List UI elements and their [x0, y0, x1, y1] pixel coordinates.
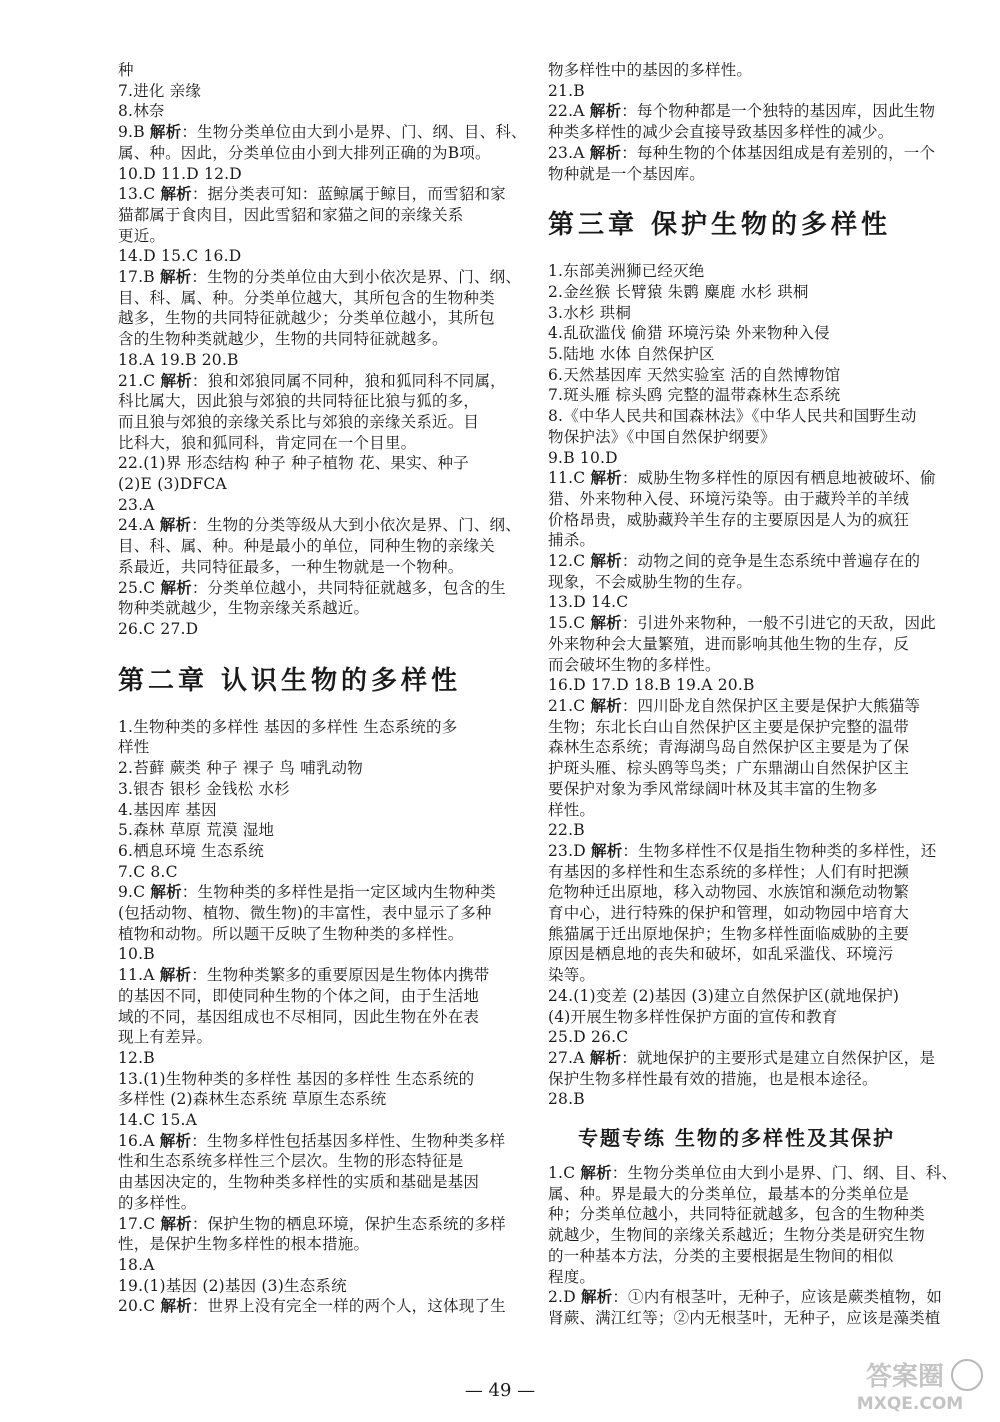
answer-line — [548, 1163, 978, 1184]
answer-line — [548, 820, 978, 841]
analysis-label: 解析 — [159, 965, 192, 985]
answer-line — [118, 226, 548, 247]
answer-line — [118, 737, 548, 758]
answer-text: 10.D 11.D 12.D — [118, 164, 242, 183]
analysis-label: 解析 — [580, 1287, 613, 1307]
answer-number: 11.A — [118, 966, 160, 985]
answer-text: 外来物种会大量繁殖，进而影响其他生物的生存，反 — [548, 634, 910, 653]
answer-text: ：分类单位越小，共同特征就越多，包含的生 — [191, 578, 506, 597]
answer-text: 4.乱砍滥伐 偷猎 环境污染 外来物种入侵 — [548, 324, 830, 343]
answer-text: 多样性 (2)森林生态系统 草原生态系统 — [118, 1090, 387, 1109]
answer-text: 育中心，进行特殊的保护和管理，如动物园中培育大 — [548, 904, 910, 923]
answer-number: 15.C — [548, 614, 591, 633]
answer-text: 系最近，共同特征最多，一种生物就是一个物种。 — [118, 557, 464, 576]
analysis-label: 解析 — [590, 695, 622, 715]
answer-line — [548, 1027, 978, 1048]
analysis-label: 解析 — [160, 370, 192, 390]
answer-text: ：动物之间的竞争是生态系统中普遍存在的 — [621, 552, 921, 571]
answer-line — [548, 924, 978, 945]
answer-line — [118, 412, 548, 433]
answer-line — [118, 578, 548, 599]
answer-text: ：威胁生物多样性的原因有栖息地被破坏、偷 — [621, 469, 936, 488]
answer-text: 种；分类单位越小，共同特征就越多，包含的生物种类 — [548, 1205, 925, 1224]
answer-text: 性，是保护生物多样性的根本措施。 — [118, 1235, 370, 1254]
page-number: — 49 — — [464, 1380, 536, 1401]
answer-text: 6.栖息环境 生态系统 — [118, 841, 264, 860]
answer-text: 捕杀。 — [548, 531, 596, 550]
answer-text: 的一种基本方法，分类的主要根据是生物间的相似 — [548, 1246, 894, 1265]
answer-line — [548, 1246, 978, 1267]
answer-line — [118, 1069, 548, 1090]
answer-line — [118, 862, 548, 883]
answer-line — [118, 800, 548, 821]
answer-text: 目、科、属、种。分类单位越大，其所包含的生物种类 — [118, 288, 495, 307]
answer-text: 3.水杉 珙桐 — [548, 303, 632, 322]
answer-text: 4.基因库 基因 — [118, 800, 217, 819]
answer-line — [118, 122, 548, 143]
answer-number: 11.C — [548, 469, 591, 488]
answer-text: 护斑头雁、棕头鸥等鸟类；广东鼎湖山自然保护区主 — [548, 759, 910, 778]
answer-line — [548, 1225, 978, 1246]
answer-text: 有基因的多样性和生态系统的多样性；人们有时把濒 — [548, 862, 910, 881]
answer-line — [118, 1296, 548, 1317]
answer-text: 25.D 26.C — [548, 1028, 629, 1047]
answer-line — [118, 288, 548, 309]
answer-line — [548, 406, 978, 427]
answer-line — [548, 1007, 978, 1028]
answer-number: 16.A — [118, 1131, 160, 1150]
answer-number: 21.C — [548, 696, 591, 715]
answer-line — [548, 613, 978, 634]
answer-text: 性和生态系统多样性三个层次。生物的形态特征是 — [118, 1152, 464, 1171]
answer-number: 21.C — [118, 371, 161, 390]
answer-line — [548, 1184, 978, 1205]
right-column — [548, 60, 978, 1329]
answer-text: 22.B — [548, 821, 585, 840]
answer-text: ：生物的分类等级从大到小依次是界、门、纲、 — [191, 516, 521, 535]
answer-text: 5.森林 草原 荒漠 湿地 — [118, 821, 275, 840]
answer-line — [548, 323, 978, 344]
answer-line — [118, 515, 548, 536]
answer-line — [118, 433, 548, 454]
watermark-text-en: MXQE.COM — [856, 1394, 964, 1414]
answer-text: ：引进外来物种，一般不引进它的天敌，因此 — [621, 614, 936, 633]
answer-text: ：每种生物的个体基因组成是有差别的，一个 — [621, 143, 936, 162]
analysis-label: 解析 — [590, 468, 622, 488]
analysis-label: 解析 — [589, 101, 622, 121]
answer-text: ：生物种类繁多的重要原因是生物体内携带 — [191, 966, 490, 985]
left-column — [118, 60, 548, 1317]
analysis-label: 解析 — [159, 1130, 192, 1150]
answer-text: 14.D 15.C 16.D — [118, 247, 242, 266]
answer-line — [118, 1089, 548, 1110]
answer-line — [548, 1204, 978, 1225]
answer-number: 17.C — [118, 1214, 161, 1233]
answer-line — [548, 1267, 978, 1288]
answer-line — [118, 779, 548, 800]
answer-text: 14.C 15.A — [118, 1111, 198, 1130]
answer-text: 比科大，狼和狐同科，肯定同在一个目里。 — [118, 433, 417, 452]
answer-line — [118, 101, 548, 122]
analysis-label: 解析 — [590, 551, 622, 571]
answer-line — [548, 1308, 978, 1329]
answer-text: 9.B 10.D — [548, 448, 618, 467]
answer-number: 24.A — [118, 516, 160, 535]
answer-line — [548, 592, 978, 613]
answer-line — [548, 385, 978, 406]
answer-line — [548, 737, 978, 758]
analysis-label: 解析 — [160, 577, 192, 597]
answer-line — [118, 453, 548, 474]
answer-text: 肾蕨、满江红等；②内无根茎叶，无种子，应该是藻类植 — [548, 1308, 941, 1327]
analysis-label: 解析 — [590, 613, 622, 633]
answer-line — [548, 986, 978, 1007]
analysis-label: 解析 — [160, 1296, 192, 1316]
answer-text: 物种类就越少，生物亲缘关系越近。 — [118, 599, 370, 618]
answer-text: 属、种。界是最大的分类单位，最基本的分类单位是 — [548, 1184, 910, 1203]
answer-line — [548, 655, 978, 676]
answer-line — [118, 882, 548, 903]
answer-number: 1.C — [548, 1164, 581, 1183]
analysis-label: 解析 — [150, 882, 182, 902]
answer-text: 物保护法》《中国自然保护纲要》 — [548, 427, 776, 446]
answer-line — [548, 510, 978, 531]
answer-line — [118, 758, 548, 779]
answer-line — [548, 572, 978, 593]
answer-line — [118, 329, 548, 350]
answer-line — [118, 81, 548, 102]
answer-text: ：保护生物的栖息环境，保护生态系统的多样 — [191, 1214, 506, 1233]
answer-line — [548, 344, 978, 365]
answer-number: 20.C — [118, 1297, 161, 1316]
answer-text: 就越少，生物间的亲缘关系越近；生物分类是研究生物 — [548, 1226, 925, 1245]
analysis-label: 解析 — [159, 267, 192, 287]
answer-number: 12.C — [548, 552, 591, 571]
analysis-label: 解析 — [160, 184, 192, 204]
answer-line — [118, 1110, 548, 1131]
answer-text: ：生物分类单位由大到小是界、门、纲、目、科、 — [181, 123, 527, 142]
answer-line — [118, 350, 548, 371]
answer-text: 属、种。因此，分类单位由小到大排列正确的为B项。 — [118, 143, 491, 162]
answer-text: ：狼和郊狼同属不同种，狼和狐同科不同属， — [191, 371, 506, 390]
answer-line — [548, 696, 978, 717]
answer-number: 2.D — [548, 1288, 581, 1307]
analysis-label: 解析 — [591, 840, 623, 860]
answer-number: 25.C — [118, 578, 161, 597]
answer-text: 16.D 17.D 18.B 19.A 20.B — [548, 676, 755, 695]
answer-text: ：据分类表可知：蓝鲸属于鲸目，而雪貂和家 — [191, 185, 506, 204]
answer-line — [548, 1048, 978, 1069]
answer-line — [118, 1027, 548, 1048]
answer-text: 样性。 — [548, 800, 596, 819]
answer-text: 22.(1)界 形态结构 种子 种子植物 花、果实、种子 — [118, 454, 469, 473]
answer-line — [118, 1255, 548, 1276]
answer-line — [548, 468, 978, 489]
answer-line — [548, 164, 978, 185]
answer-line — [548, 717, 978, 738]
answer-number: 22.A — [548, 102, 590, 121]
answer-text: 6.天然基因库 天然实验室 活的自然博物馆 — [548, 365, 841, 384]
answer-text: 猫都属于食肉目，因此雪貂和家猫之间的亲缘关系 — [118, 205, 464, 224]
answer-line — [548, 758, 978, 779]
section-heading: 专题专练 生物的多样性及其保护 — [578, 1126, 895, 1151]
answer-text: 26.C 27.D — [118, 619, 199, 638]
answer-line — [548, 862, 978, 883]
answer-text: 含的生物种类就越少，生物的共同特征就越多。 — [118, 330, 448, 349]
answer-line — [548, 101, 978, 122]
answer-line — [118, 246, 548, 267]
answer-text: 10.B — [118, 945, 155, 964]
answer-text: 种 — [118, 61, 134, 79]
answer-text: 8.《中华人民共和国森林法》《中华人民共和国野生动 — [548, 407, 917, 426]
answer-line — [548, 303, 978, 324]
answer-line — [118, 965, 548, 986]
answer-text: ：生物多样性包括基因多样性、生物种类多样 — [191, 1131, 506, 1150]
answer-line — [118, 1214, 548, 1235]
answer-line — [548, 365, 978, 386]
answer-text: 18.A 19.B 20.B — [118, 350, 239, 369]
answer-number: 9.C — [118, 883, 151, 902]
answer-number: 23.D — [548, 841, 592, 860]
answer-line — [118, 391, 548, 412]
answer-text: (4)开展生物多样性保护方面的宣传和教育 — [548, 1007, 838, 1026]
answer-line — [548, 122, 978, 143]
analysis-label: 解析 — [160, 1213, 192, 1233]
answer-text: 21.B — [548, 81, 585, 100]
answer-line — [548, 282, 978, 303]
analysis-label: 解析 — [589, 142, 622, 162]
answer-text: 要保护对象为季风常绿阔叶林及其丰富的生物多 — [548, 779, 878, 798]
answer-line — [118, 598, 548, 619]
answer-line — [118, 1007, 548, 1028]
answer-line — [118, 184, 548, 205]
answer-line — [118, 60, 548, 81]
answer-line — [548, 1089, 978, 1110]
answer-line — [118, 143, 548, 164]
answer-line — [548, 779, 978, 800]
answer-line — [548, 448, 978, 469]
answer-number: 27.A — [548, 1048, 590, 1067]
answer-line — [118, 986, 548, 1007]
answer-line — [118, 944, 548, 965]
answer-text: 样性 — [118, 738, 150, 757]
answer-line — [118, 308, 548, 329]
answer-line — [548, 903, 978, 924]
answer-text: ：①内有根茎叶，无种子，应该是蕨类植物，如 — [612, 1288, 943, 1307]
answer-text: 危物种迁出原地，移入动物园、水族馆和濒危动物繁 — [548, 883, 910, 902]
answer-line — [118, 1131, 548, 1152]
answer-line — [118, 619, 548, 640]
answer-text: ：就地保护的主要形式是建立自然保护区，是 — [621, 1048, 936, 1067]
answer-text: 目、科、属、种。种是最小的单位，同种生物的亲缘关 — [118, 537, 495, 556]
answer-text: 2.金丝猴 长臂猿 朱鹮 麋鹿 水杉 珙桐 — [548, 282, 809, 301]
answer-line — [118, 557, 548, 578]
answer-text: 8.林奈 — [118, 102, 165, 121]
answer-line — [118, 495, 548, 516]
answer-line — [118, 1151, 548, 1172]
answer-line — [118, 474, 548, 495]
answer-line — [118, 164, 548, 185]
answer-line — [548, 1287, 978, 1308]
answer-text: (包括动物、植物、微生物)的丰富性，表中显示了多种 — [118, 904, 492, 923]
answer-number: 9.B — [118, 123, 150, 142]
answer-text: 物多样性中的基因的多样性。 — [548, 61, 753, 79]
watermark-logo — [835, 1355, 985, 1415]
answer-text: 科比属大，因此狼与郊狼的共同特征比狼与狐的多， — [118, 392, 480, 411]
answer-line — [118, 1193, 548, 1214]
answer-text: 原因是栖息地的丧失和破坏，如乱采滥伐、环境污 — [548, 945, 894, 964]
answer-line — [118, 371, 548, 392]
answer-text: 23.A — [118, 495, 155, 514]
answer-text: 2.苔藓 蕨类 种子 裸子 鸟 哺乳动物 — [118, 759, 363, 778]
chapter-heading: 第三章 保护生物的多样性 — [548, 210, 892, 241]
answer-line — [118, 820, 548, 841]
answer-text: 保护生物多样性最有效的措施，也是根本途径。 — [548, 1069, 878, 1088]
answer-text: 1.东部美洲狮已经灭绝 — [548, 262, 705, 281]
answer-text: 12.B — [118, 1048, 155, 1067]
answer-line — [118, 1048, 548, 1069]
answer-text: ：生物分类单位由大到小是界、门、纲、目、科、 — [611, 1164, 958, 1183]
answer-text: ：每个物种都是一个独特的基因库，因此生物 — [621, 102, 936, 121]
answer-text: 现象，不会威胁生物的生存。 — [548, 572, 753, 591]
answer-text: 由基因决定的，生物种类多样性的实质和基础是基因 — [118, 1173, 480, 1192]
answer-text: 森林生态系统；青海湖鸟岛自然保护区主要是为了保 — [548, 738, 910, 757]
answer-text: 现上有差异。 — [118, 1028, 213, 1047]
answer-text: ：四川卧龙自然保护区主要是保护大熊猫等 — [621, 696, 921, 715]
answer-text: 物种就是一个基因库。 — [548, 164, 706, 183]
answer-line — [118, 903, 548, 924]
answer-line — [548, 427, 978, 448]
analysis-label: 解析 — [149, 122, 182, 142]
analysis-label: 解析 — [589, 1047, 622, 1067]
answer-line — [548, 551, 978, 572]
answer-line — [118, 841, 548, 862]
answer-text: 植物和动物。所以题干反映了生物种类的多样性。 — [118, 924, 464, 943]
answer-line — [548, 634, 978, 655]
answer-line — [118, 267, 548, 288]
answer-text: 13.D 14.C — [548, 593, 629, 612]
answer-line — [548, 530, 978, 551]
answer-text: ：世界上没有完全一样的两个人，这体现了生 — [191, 1297, 506, 1316]
answer-line — [548, 841, 978, 862]
answer-line — [548, 81, 978, 102]
analysis-label: 解析 — [580, 1163, 612, 1183]
answer-number: 23.A — [548, 143, 590, 162]
answer-line — [548, 60, 978, 81]
answer-text: 而会破坏生物的多样性。 — [548, 655, 721, 674]
answer-line — [548, 944, 978, 965]
answer-line — [118, 205, 548, 226]
answer-text: 7.C 8.C — [118, 862, 178, 881]
answer-number: 17.B — [118, 268, 160, 287]
answer-line — [118, 536, 548, 557]
answer-line — [548, 800, 978, 821]
answer-text: 13.(1)生物种类的多样性 基因的多样性 生态系统的 — [118, 1069, 475, 1088]
answer-line — [118, 1172, 548, 1193]
answer-text: 7.斑头雁 棕头鸥 完整的温带森林生态系统 — [548, 386, 841, 405]
answer-line — [548, 489, 978, 510]
analysis-label: 解析 — [159, 515, 192, 535]
answer-line — [118, 924, 548, 945]
answer-text: 的多样性。 — [118, 1193, 197, 1212]
answer-text: 价格昂贵，威胁藏羚羊生存的主要原因是人为的疯狂 — [548, 510, 910, 529]
answer-line — [548, 143, 978, 164]
answer-line — [118, 1234, 548, 1255]
answer-line — [548, 261, 978, 282]
answer-text: 24.(1)变差 (2)基因 (3)建立自然保护区(就地保护) — [548, 986, 900, 1005]
answer-line — [548, 1069, 978, 1090]
answer-line — [118, 1276, 548, 1297]
answer-number: 13.C — [118, 185, 161, 204]
answer-text: 19.(1)基因 (2)基因 (3)生态系统 — [118, 1276, 347, 1295]
answer-text: 的基因不同，即使同种生物的个体之间，由于生活地 — [118, 986, 480, 1005]
answer-text: 而且狼与郊狼的亲缘关系比与郊狼的亲缘关系近。目 — [118, 412, 480, 431]
answer-text: 熊猫属于迁出原地保护；生物多样性面临威胁的主要 — [548, 924, 910, 943]
answer-text: 域的不同，基因组成也不尽相同，因此生物在外在表 — [118, 1007, 480, 1026]
answer-text: 3.银杏 银杉 金钱松 水杉 — [118, 779, 290, 798]
answer-text: 7.进化 亲缘 — [118, 81, 202, 100]
answer-text: 5.陆地 水体 自然保护区 — [548, 345, 715, 364]
chapter-heading: 第二章 认识生物的多样性 — [118, 665, 462, 696]
answer-line — [118, 717, 548, 738]
answer-text: 种类多样性的减少会直接导致基因多样性的减少。 — [548, 123, 894, 142]
answer-text: 越多，生物的共同特征就越少；分类单位越小，其所包 — [118, 309, 495, 328]
answer-text: 1.生物种类的多样性 基因的多样性 生态系统的多 — [118, 717, 458, 736]
answer-text: ：生物种类的多样性是指一定区域内生物种类 — [181, 883, 496, 902]
answer-line — [548, 965, 978, 986]
answer-text: 28.B — [548, 1090, 585, 1109]
answer-text: 18.A — [118, 1255, 155, 1274]
answer-text: 程度。 — [548, 1267, 596, 1286]
answer-line — [548, 675, 978, 696]
answer-text: ：生物的分类单位由大到小依次是界、门、纲、 — [191, 268, 522, 287]
answer-text: 猎、外来物种入侵、环境污染等。由于藏羚羊的羊绒 — [548, 489, 910, 508]
answer-text: 染等。 — [548, 966, 596, 985]
answer-text: ：生物多样性不仅是指生物种类的多样性，还 — [622, 841, 937, 860]
answer-text: (2)E (3)DFCA — [118, 475, 227, 494]
watermark-text-cn: 答案圈 — [865, 1362, 945, 1392]
answer-text: 生物；东北长白山自然保护区主要是保护完整的温带 — [548, 717, 910, 736]
answer-line — [548, 882, 978, 903]
answer-text: 更近。 — [118, 226, 166, 245]
